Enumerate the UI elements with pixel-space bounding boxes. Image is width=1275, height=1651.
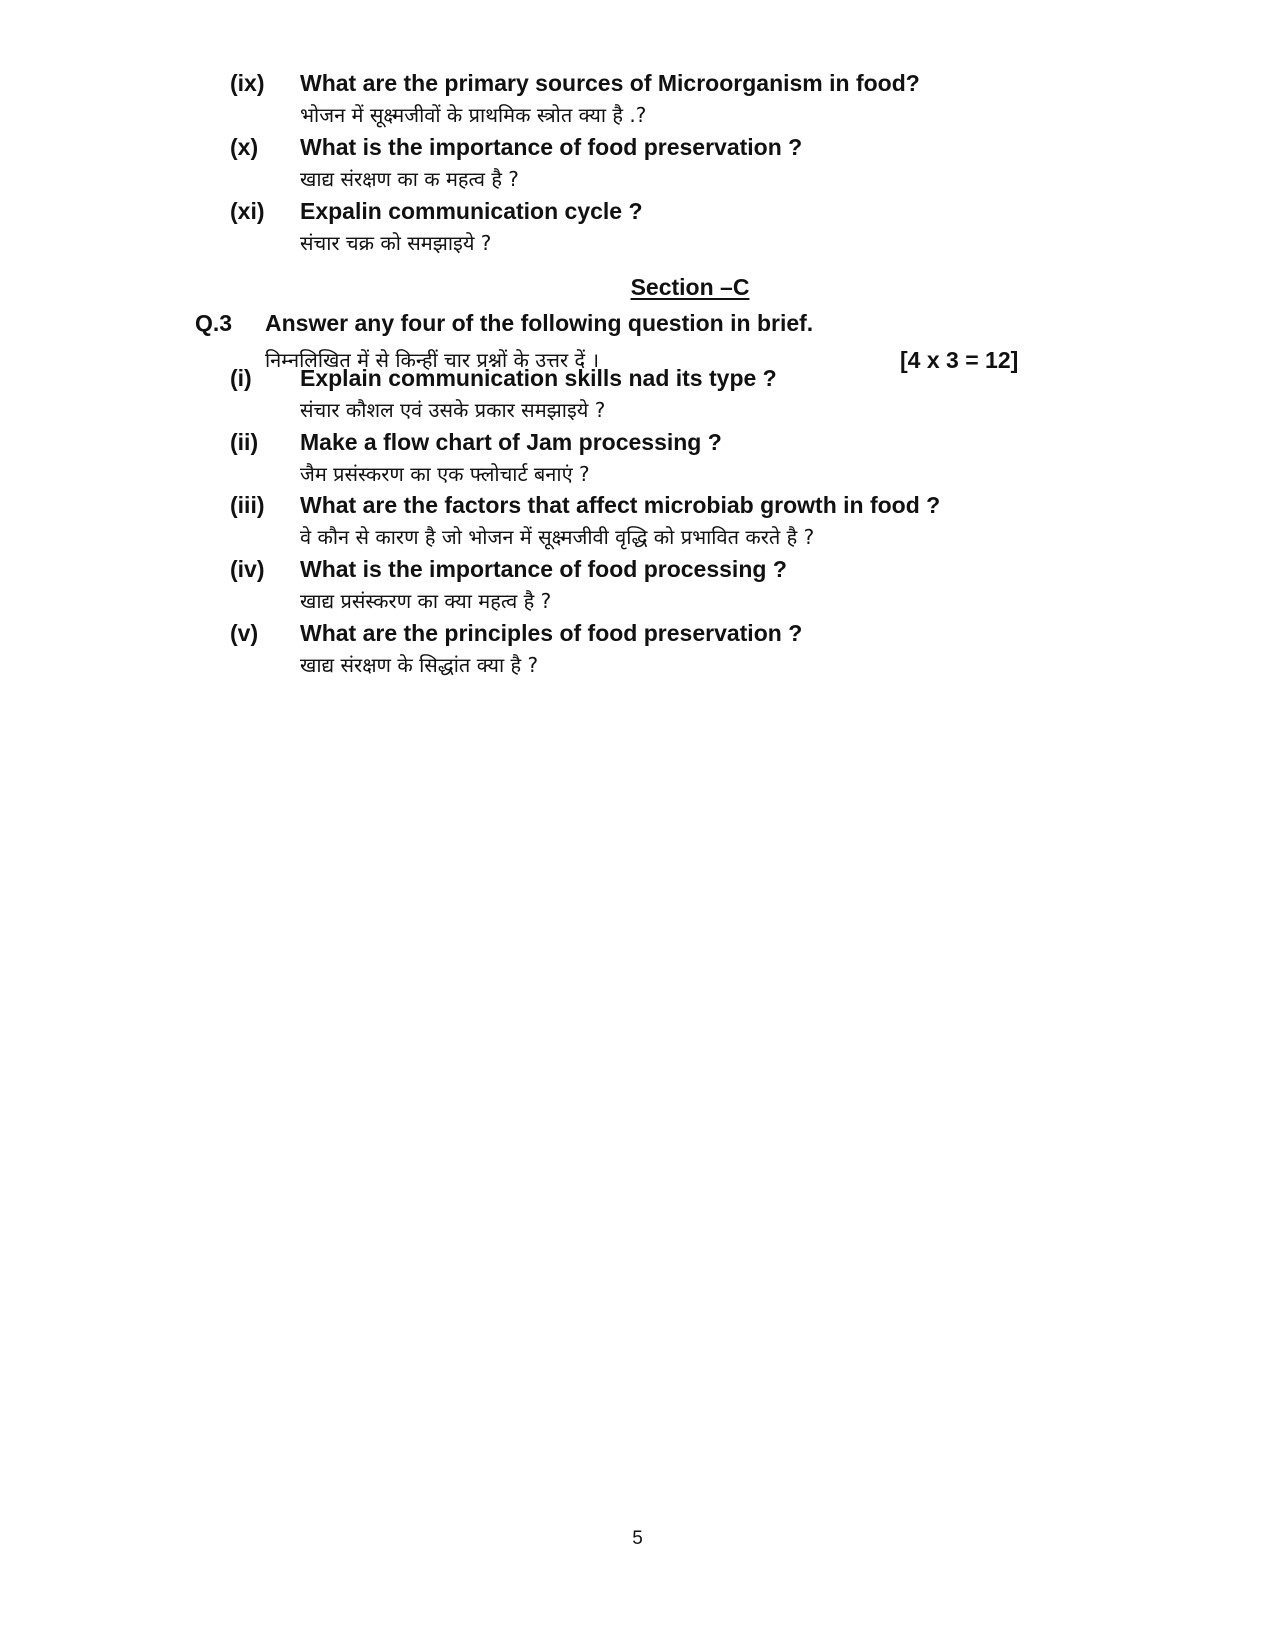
question-text-english: What is the importance of food preservation ?	[300, 134, 803, 160]
question-number: (xi)	[230, 198, 265, 224]
question-text-english: What are the factors that affect microbiab growth in food ?	[300, 492, 941, 518]
question-text-hindi: खाद्य प्रसंस्करण का क्या महत्व है ?	[300, 589, 552, 613]
question-text-english: What are the principles of food preservation ?	[300, 620, 803, 646]
main-question-number: Q.3	[195, 310, 233, 336]
question-text-english: What are the primary sources of Microorganism in food?	[300, 70, 920, 96]
section-title: Section –C	[630, 274, 750, 300]
marks-allocation: [4 x 3 = 12]	[900, 347, 1019, 373]
question-number: (iv)	[230, 556, 265, 582]
question-text-english: Expalin communication cycle ?	[300, 198, 643, 224]
question-text-hindi: जैम प्रसंस्करण का एक फ्लोचार्ट बनाएं ?	[300, 462, 590, 486]
question-text-english: Explain communication skills nad its type ?	[300, 365, 777, 391]
question-number: (i)	[230, 365, 252, 391]
main-question-instruction-english: Answer any four of the following question in brief.	[265, 310, 814, 336]
question-number: (iii)	[230, 492, 265, 518]
question-text-hindi: संचार कौशल एवं उसके प्रकार समझाइये ?	[300, 398, 606, 422]
question-text-hindi: वे कौन से कारण है जो भोजन में सूक्ष्मजीवी वृद्धि को प्रभावित करते है ?	[300, 525, 815, 549]
question-text-hindi: खाद्य संरक्षण का क महत्व है ?	[300, 167, 519, 191]
question-text-hindi: संचार चक्र को समझाइये ?	[300, 231, 492, 255]
main-question-instruction-hindi: निम्नलिखित में से किन्हीं चार प्रश्नों के उत्तर दें ।	[265, 348, 600, 372]
page-number: 5	[632, 1528, 643, 1549]
question-text-english: What is the importance of food processing ?	[300, 556, 787, 582]
question-number: (x)	[230, 134, 259, 160]
question-number: (ii)	[230, 429, 259, 455]
question-number: (ix)	[230, 70, 265, 96]
question-text-hindi: खाद्य संरक्षण के सिद्धांत क्या है ?	[300, 653, 539, 677]
question-text-english: Make a flow chart of Jam processing ?	[300, 429, 722, 455]
question-number: (v)	[230, 620, 259, 646]
question-text-hindi: भोजन में सूक्ष्मजीवों के प्राथमिक स्त्रोत क्या है .?	[300, 103, 647, 127]
